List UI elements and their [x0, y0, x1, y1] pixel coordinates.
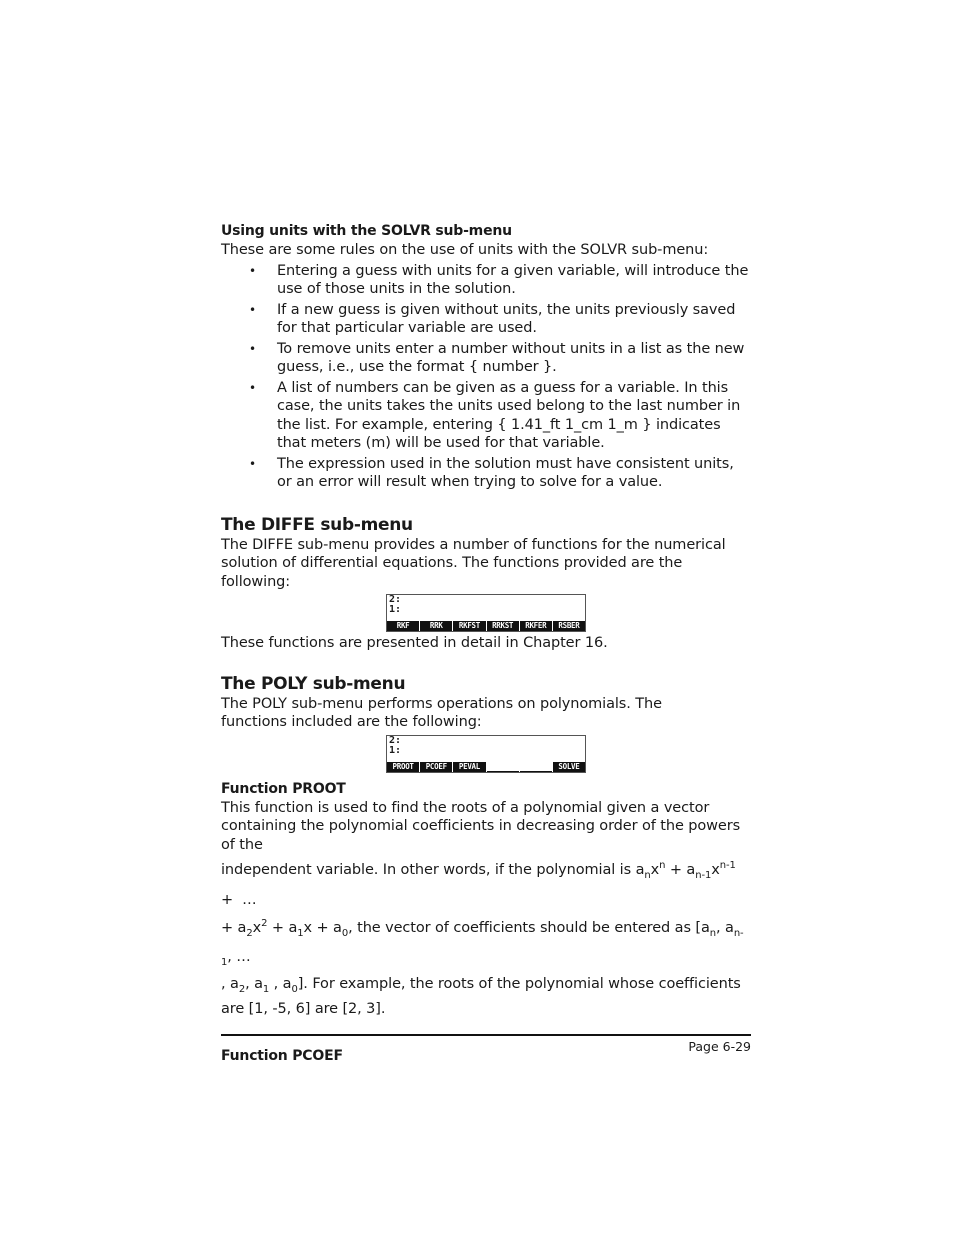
section-intro: These are some rules on the use of units with the SOLVR sub-menu:: [221, 242, 709, 258]
softkey-rrkst: RRKST: [487, 621, 519, 631]
softkey-rsber: RSBER: [553, 621, 585, 631]
bullet-icon: •: [249, 263, 256, 278]
section-heading-units-solvr: Using units with the SOLVR sub-menu: [221, 223, 512, 239]
proot-description: This function is used to find the roots of a polynomial given a vector containing the polynomial coefficients in decreasing order of the powers of the independent variable. In other words, if the polynomial is $a_nx^n + a_{n-1}x^{n-1}$ + … + $a_2x^2 + a_1x + a_0$, the vector of coefficients should be entered as [$a_n$, $a_{n-1}$, … , $a_2$, $a_1$ , $a_0$]. For example, the roots of the polynomial whose coefficients are [1, -5, 6] are [2, 3].: [221, 799, 744, 1017]
diffe-after-note: These functions are presented in detail in Chapter 16.: [221, 635, 608, 651]
list-item: • Entering a guess with units for a given variable, will introduce the use of those units in the solution.: [249, 262, 749, 297]
softkey-empty: [487, 762, 519, 772]
list-item: • The expression used in the solution must have consistent units, or an error will result when trying to solve for a value.: [249, 455, 734, 490]
softkey-peval: PEVAL: [453, 762, 485, 772]
list-item: • If a new guess is given without units, the units previously saved for that particular variable are used.: [249, 301, 736, 336]
diffe-calculator-screen: [386, 594, 586, 632]
heading-diffe: The DIFFE sub-menu: [221, 514, 413, 535]
heading-poly: The POLY sub-menu: [221, 673, 406, 694]
softkey-proot: PROOT: [387, 762, 419, 772]
diffe-description: The DIFFE sub-menu provides a number of functions for the numerical solution of differential equations. The functions provided are the following:: [221, 536, 726, 590]
poly-description: The POLY sub-menu performs operations on polynomials. The functions included are the following:: [221, 695, 662, 730]
bullet-icon: •: [249, 380, 256, 395]
softkey-rkf: RKF: [387, 621, 419, 631]
softkey-menu: [387, 762, 585, 772]
softkey-solve: SOLVE: [553, 762, 585, 772]
stack-levels: 2: 1:: [389, 594, 402, 615]
page-number: Page 6-29: [688, 1039, 751, 1054]
softkey-pcoef: PCOEF: [420, 762, 452, 772]
page-content: [221, 221, 751, 1066]
stack-levels: 2: 1:: [389, 734, 402, 756]
heading-function-pcoef: Function PCOEF: [221, 1048, 343, 1065]
heading-function-proot: Function PROOT: [221, 780, 346, 797]
softkey-rkfst: RKFST: [453, 621, 485, 631]
softkey-menu: [387, 621, 585, 631]
softkey-rrk: RRK: [420, 621, 452, 631]
bullet-icon: •: [249, 302, 256, 317]
list-item: • A list of numbers can be given as a guess for a variable. In this case, the units takes the units used belong to the last number in the list. For example, entering { 1.41_ft 1_cm 1_m } indicates that meters (m) will be used for that variable.: [249, 379, 741, 451]
softkey-rkfer: RKFER: [520, 621, 552, 631]
rules-list: [221, 262, 751, 492]
bullet-icon: •: [249, 341, 256, 356]
poly-calculator-screen: [386, 735, 586, 773]
softkey-empty: [520, 762, 552, 772]
bullet-icon: •: [249, 456, 256, 471]
list-item: • To remove units enter a number without units in a list as the new guess, i.e., use the format { number }.: [249, 340, 745, 375]
footer-divider: [221, 1034, 751, 1036]
